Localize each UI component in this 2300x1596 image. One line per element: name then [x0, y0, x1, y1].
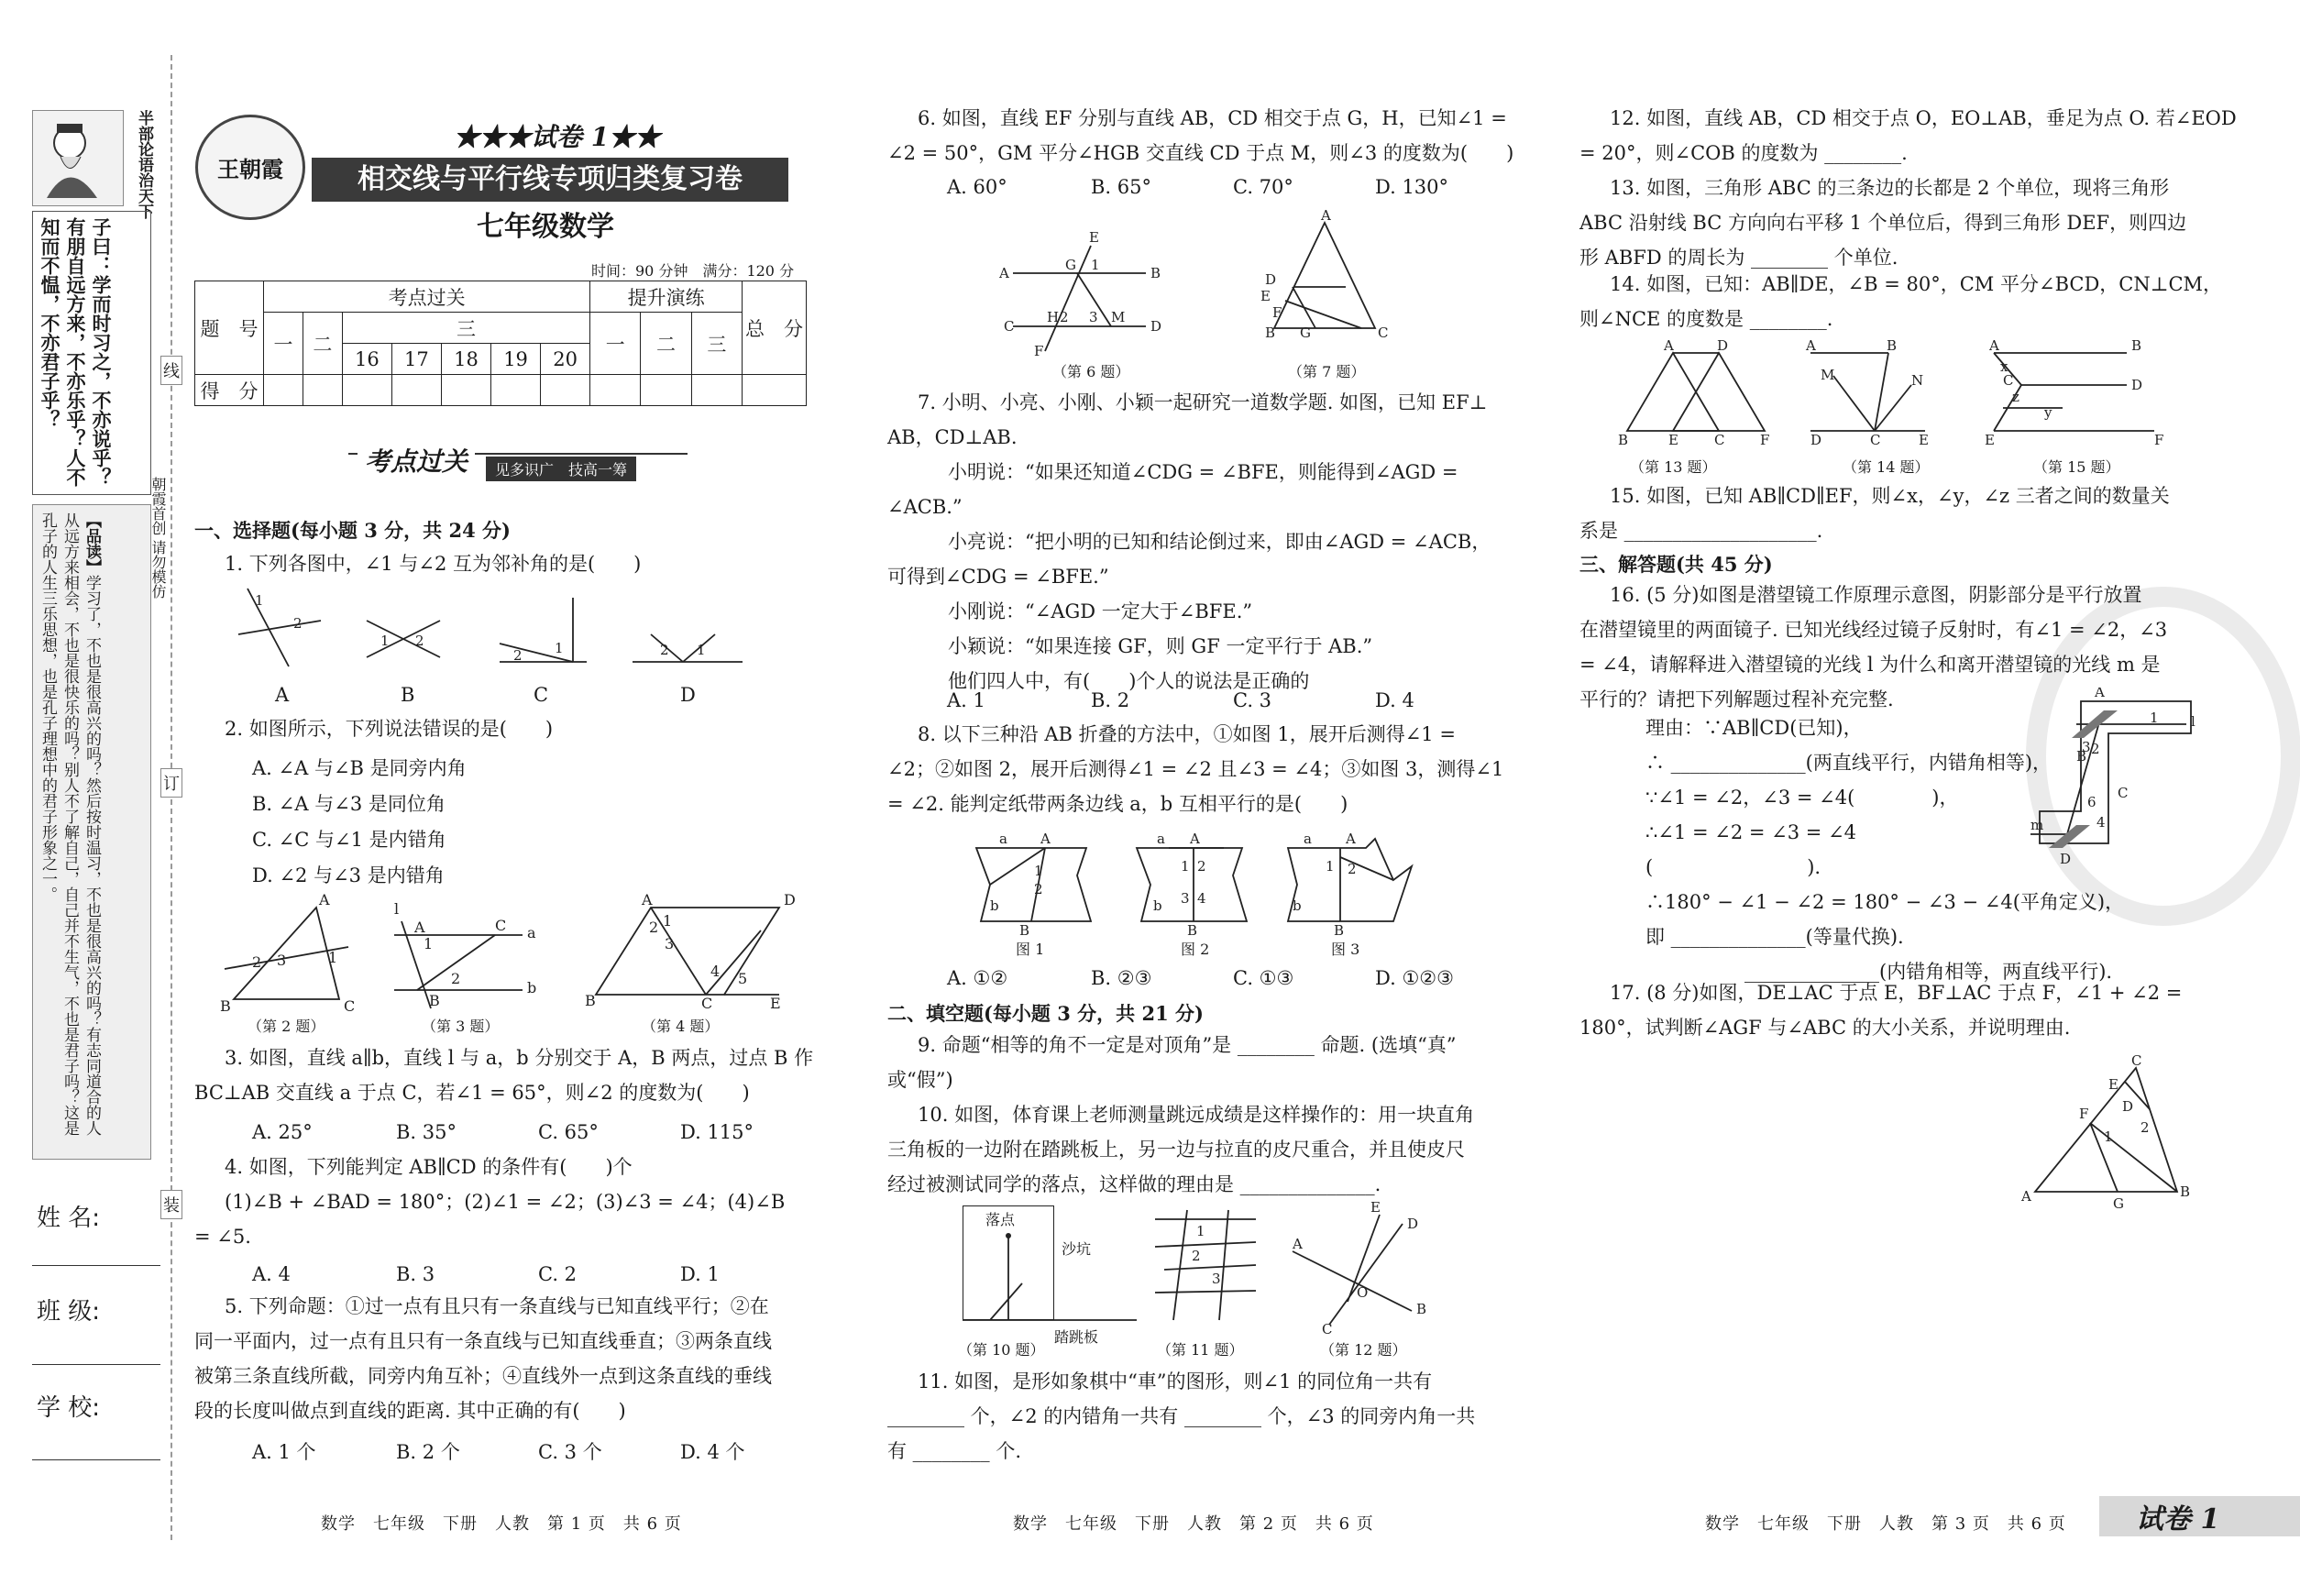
- svg-text:b: b: [990, 897, 999, 914]
- q1-label-d: D: [680, 684, 696, 706]
- svg-text:2: 2: [660, 642, 669, 658]
- svg-text:2: 2: [1348, 861, 1357, 877]
- score-cell[interactable]: [264, 375, 303, 406]
- svg-text:A: A: [1293, 1236, 1303, 1252]
- name-label: 姓 名:: [37, 1205, 101, 1232]
- figures-10-12: [953, 1192, 1448, 1338]
- svg-text:A: A: [1190, 831, 1200, 847]
- quote-box: [32, 211, 151, 495]
- q8-option-b: B. ②③: [1091, 967, 1152, 989]
- svg-text:O: O: [1357, 1284, 1369, 1301]
- svg-text:E: E: [770, 995, 781, 1012]
- score-cell[interactable]: [391, 375, 441, 406]
- score-cell[interactable]: [641, 375, 691, 406]
- svg-text:m: m: [2030, 817, 2044, 833]
- score-cell[interactable]: [691, 375, 742, 406]
- svg-text:D: D: [2122, 1098, 2134, 1115]
- svg-text:F: F: [1272, 304, 1282, 321]
- cut-mark-2: 订: [160, 768, 182, 798]
- svg-text:a: a: [1157, 831, 1165, 847]
- svg-text:2: 2: [1034, 881, 1043, 897]
- score-cell[interactable]: [743, 375, 807, 406]
- q8-option-a: A. ①②: [947, 967, 1008, 989]
- svg-text:C: C: [1322, 1321, 1333, 1337]
- svg-text:2: 2: [2091, 741, 2100, 757]
- q5-option-c: C. 3 个: [538, 1441, 602, 1463]
- fig-caption-12: （第 12 题）: [1320, 1341, 1407, 1359]
- fig-caption-8-3: 图 3: [1331, 941, 1360, 958]
- svg-text:2: 2: [415, 633, 424, 649]
- question-6: 6. 如图，直线 EF 分别与直线 AB，CD 相交于点 G，H，已知∠1 = ∠2 = 50°，GM 平分∠HGB 交直线 CD 于点 M，则∠3 的度数为( ): [887, 107, 1514, 164]
- svg-text:B: B: [1334, 922, 1345, 939]
- svg-text:A: A: [1346, 831, 1356, 847]
- svg-text:1: 1: [697, 642, 706, 658]
- time-info: 时间：90 分钟 满分：120 分: [591, 262, 795, 280]
- q6-option-b: B. 65°: [1091, 176, 1152, 198]
- score-cell[interactable]: [441, 375, 490, 406]
- svg-text:H: H: [1047, 309, 1060, 325]
- svg-text:C: C: [701, 995, 713, 1012]
- q2-option-b: B. ∠A 与∠3 是同位角: [252, 793, 446, 815]
- q4-option-a: A. 4: [252, 1263, 291, 1285]
- q2-option-c: C. ∠C 与∠1 是内错角: [252, 829, 446, 851]
- svg-text:A: A: [1664, 339, 1674, 354]
- svg-text:4: 4: [710, 963, 721, 980]
- fig-caption-7: （第 7 题）: [1288, 363, 1366, 380]
- q5-option-b: B. 2 个: [396, 1441, 460, 1463]
- logo-text: 王朝霞: [217, 156, 283, 182]
- svg-text:N: N: [1911, 372, 1924, 389]
- fig-caption-6: （第 6 题）: [1052, 363, 1130, 380]
- svg-text:2: 2: [1197, 858, 1206, 875]
- footer-page-2: 数学 七年级 下册 人教 第 2 页 共 6 页: [1013, 1514, 1374, 1534]
- school-field[interactable]: [32, 1459, 160, 1460]
- cut-mark-1: 线: [160, 356, 182, 385]
- svg-text:2: 2: [513, 647, 523, 664]
- svg-text:F: F: [2154, 432, 2163, 448]
- question-9: 9. 命题“相等的角不一定是对顶角”是 ________ 命题. (选填“真” 或“假”): [887, 1034, 1457, 1091]
- footer-tag-text: 试卷 1: [2136, 1503, 2220, 1535]
- sub-col: 19: [491, 344, 541, 375]
- svg-text:M: M: [1111, 309, 1126, 325]
- q1-label-b: B: [401, 684, 415, 706]
- svg-text:B: B: [2076, 748, 2087, 765]
- svg-text:3: 3: [665, 935, 675, 952]
- fig-caption-4: （第 4 题）: [642, 1018, 720, 1035]
- svg-text:1: 1: [1326, 858, 1335, 875]
- svg-text:1: 1: [1034, 863, 1043, 879]
- svg-text:D: D: [1810, 432, 1822, 448]
- q7-option-a: A. 1: [947, 689, 985, 711]
- svg-text:2: 2: [252, 953, 262, 971]
- q1-figures: [220, 579, 788, 680]
- q3-option-d: D. 115°: [680, 1121, 754, 1143]
- section-1-heading: 一、选择题(每小题 3 分，共 24 分): [194, 519, 511, 542]
- svg-text:A: A: [2021, 1188, 2031, 1205]
- question-12: 12. 如图，直线 AB，CD 相交于点 O，EO⊥AB，垂足为点 O. 若∠EOD = 20°，则∠COB 的度数为 ________.: [1579, 107, 2237, 164]
- svg-text:G: G: [2113, 1195, 2124, 1212]
- motto-badge: 半部论语治天下: [135, 110, 153, 219]
- svg-text:D: D: [1407, 1216, 1419, 1232]
- q7-option-b: B. 2: [1091, 689, 1130, 711]
- section-2-heading: 二、填空题(每小题 3 分，共 21 分): [887, 1002, 1204, 1025]
- question-8: 8. 以下三种沿 AB 折叠的方法中，①如图 1，展开后测得∠1 = ∠2；②如图 2，展开后测得∠1 = ∠2 且∠3 = ∠4；③如图 3，测得∠1 = ∠2. 能判定纸带两条边线 a，b 互相平行的是( ): [887, 723, 1504, 815]
- fig-caption-13: （第 13 题）: [1630, 458, 1717, 476]
- q4-option-c: C. 2: [538, 1263, 578, 1285]
- banner-slogan: 见多识广 技高一筹: [486, 457, 636, 481]
- svg-text:E: E: [2108, 1076, 2118, 1093]
- q6-option-a: A. 60°: [947, 176, 1007, 198]
- svg-text:2: 2: [2140, 1119, 2150, 1136]
- svg-text:x: x: [2000, 358, 2008, 375]
- svg-text:a: a: [999, 831, 1007, 847]
- score-cell[interactable]: [590, 375, 641, 406]
- q5-option-a: A. 1 个: [252, 1441, 316, 1463]
- exam-title: 相交线与平行线专项归类复习卷: [312, 158, 788, 202]
- svg-text:A: A: [2095, 688, 2105, 700]
- footer-tag: [2099, 1496, 2300, 1536]
- score-cell[interactable]: [303, 375, 342, 406]
- group-header-2: 提升演练: [590, 281, 743, 313]
- q7-option-c: C. 3: [1233, 689, 1272, 711]
- q7-option-d: D. 4: [1375, 689, 1414, 711]
- score-cell[interactable]: [342, 375, 391, 406]
- svg-text:M: M: [1821, 367, 1835, 383]
- row-label-num: 题 号: [195, 281, 264, 375]
- svg-text:B: B: [2180, 1183, 2191, 1200]
- svg-text:b: b: [527, 979, 537, 996]
- svg-text:A: A: [1040, 831, 1051, 847]
- svg-text:C: C: [344, 997, 356, 1013]
- fig10-sand-label: 沙坑: [1062, 1240, 1092, 1258]
- score-cell[interactable]: [491, 375, 541, 406]
- question-1: 1. 下列各图中，∠1 与∠2 互为邻补角的是( ): [225, 553, 642, 575]
- q1-label-a: A: [275, 684, 290, 706]
- svg-text:B: B: [1618, 432, 1629, 448]
- fig10-board-label: 踏跳板: [1054, 1328, 1099, 1346]
- svg-text:3: 3: [1181, 890, 1190, 907]
- pindu-box: [32, 504, 151, 1160]
- svg-text:F: F: [1760, 432, 1770, 448]
- question-4: 4. 如图，下列能判定 AB∥CD 的条件有( )个 (1)∠B + ∠BAD = 180°；(2)∠1 = ∠2；(3)∠3 = ∠4；(4)∠B = ∠5.: [194, 1156, 786, 1248]
- svg-text:A: A: [1806, 339, 1816, 354]
- col-1: 一: [264, 313, 303, 375]
- question-17: 17. (8 分)如图，DE⊥AC 于点 E，BF⊥AC 于点 F，∠1 + ∠2 = 180°，试判断∠AGF 与∠ABC 的大小关系，并说明理由.: [1579, 982, 2183, 1039]
- svg-text:C: C: [1378, 325, 1389, 341]
- svg-text:C: C: [495, 917, 507, 934]
- logo: [195, 115, 305, 220]
- q8-figures: [963, 830, 1439, 940]
- fig10-landing-label: 落点: [985, 1211, 1016, 1228]
- svg-text:D: D: [2060, 851, 2072, 867]
- total-header: 总 分: [743, 281, 807, 375]
- svg-text:1: 1: [1091, 257, 1100, 273]
- q8-option-d: D. ①②③: [1375, 967, 1454, 989]
- q4-option-d: D. 1: [680, 1263, 720, 1285]
- col-2: 二: [303, 313, 342, 375]
- fig-caption-8-1: 图 1: [1016, 941, 1045, 958]
- svg-text:2: 2: [451, 970, 461, 987]
- svg-text:E: E: [1985, 432, 1995, 448]
- score-table: [194, 281, 807, 406]
- svg-text:A: A: [1989, 339, 1999, 354]
- question-16: 16. (5 分)如图是潜望镜工作原理示意图，阴影部分是平行放置 在潜望镜里的两面镜子. 已知光线经过镜子反射时，有∠1 = ∠2，∠3 = ∠4，请解释进入潜望镜的光线 l 为什么和离开潜望镜的光线 m 是 平行的？请把下列解题过程补充完整.: [1579, 584, 2168, 710]
- svg-text:A: A: [319, 894, 330, 908]
- svg-text:2: 2: [1192, 1248, 1201, 1264]
- svg-text:C: C: [2003, 372, 2014, 389]
- svg-text:E: E: [1370, 1199, 1381, 1216]
- q3-option-b: B. 35°: [396, 1121, 457, 1143]
- svg-text:2: 2: [1060, 309, 1069, 325]
- sidebar: [28, 110, 151, 1164]
- svg-text:3: 3: [2082, 739, 2091, 755]
- sub-col: 17: [391, 344, 441, 375]
- q17-figure: [2017, 1054, 2200, 1219]
- svg-text:G: G: [1300, 325, 1311, 341]
- svg-text:B: B: [1265, 325, 1276, 341]
- col-g2-2: 二: [641, 313, 691, 375]
- svg-text:3: 3: [1089, 309, 1098, 325]
- cut-mark-3: 装: [160, 1190, 182, 1219]
- fig-caption-15: （第 15 题）: [2033, 458, 2120, 476]
- q4-option-b: B. 3: [396, 1263, 435, 1285]
- question-13: 13. 如图，三角形 ABC 的三条边的长都是 2 个单位，现将三角形 ABC 沿射线 BC 方向向右平移 1 个单位后，得到三角形 DEF，则四边 形 ABFD 的周长为 ________ 个单位.: [1579, 177, 2187, 269]
- question-2: 2. 如图所示，下列说法错误的是( ): [225, 718, 554, 740]
- svg-text:C: C: [2118, 785, 2129, 801]
- svg-text:z: z: [2012, 389, 2019, 405]
- svg-text:a: a: [1304, 831, 1312, 847]
- q6-option-d: D. 130°: [1375, 176, 1449, 198]
- exam-subtitle: 七年级数学: [477, 211, 614, 243]
- svg-text:1: 1: [2104, 1128, 2113, 1145]
- svg-text:b: b: [1293, 897, 1302, 914]
- svg-text:E: E: [1919, 432, 1929, 448]
- svg-text:D: D: [1717, 339, 1729, 354]
- fig-caption-3: （第 3 题）: [422, 1018, 500, 1035]
- svg-text:C: C: [2131, 1054, 2142, 1069]
- section-3-heading: 三、解答题(共 45 分): [1579, 553, 1773, 576]
- figures-2-4: [211, 894, 807, 1013]
- banner-title: 考点过关: [358, 442, 475, 479]
- score-cell[interactable]: [541, 375, 590, 406]
- svg-text:E: E: [1089, 229, 1099, 246]
- sub-col: 20: [541, 344, 590, 375]
- svg-text:B: B: [1019, 922, 1030, 939]
- svg-text:1: 1: [380, 633, 390, 649]
- svg-text:C: C: [1870, 432, 1881, 448]
- group-header-1: 考点过关: [264, 281, 590, 313]
- q2-option-d: D. ∠2 与∠3 是内错角: [252, 864, 445, 886]
- svg-text:1: 1: [2150, 710, 2159, 726]
- col-3: 三: [342, 313, 589, 344]
- svg-text:1: 1: [255, 592, 264, 609]
- svg-text:l: l: [2191, 713, 2195, 730]
- svg-text:6: 6: [2087, 794, 2096, 810]
- figures-6-7: [999, 209, 1439, 365]
- fig-caption-14: （第 14 题）: [1843, 458, 1930, 476]
- question-14: 14. 如图，已知：AB∥DE，∠B = 80°，CM 平分∠BCD，CN⊥CM， 则∠NCE 的度数是 ________.: [1579, 273, 2223, 330]
- footer-page-1: 数学 七年级 下册 人教 第 1 页 共 6 页: [321, 1514, 682, 1534]
- svg-text:B: B: [220, 997, 231, 1013]
- svg-text:D: D: [2131, 377, 2143, 393]
- svg-text:C: C: [1714, 432, 1725, 448]
- cut-line: [171, 55, 172, 1540]
- name-field[interactable]: [32, 1265, 160, 1266]
- svg-text:B: B: [585, 992, 596, 1009]
- row-label-score: 得 分: [195, 375, 264, 406]
- q3-option-c: C. 65°: [538, 1121, 599, 1143]
- svg-text:5: 5: [738, 970, 748, 987]
- svg-text:B: B: [1150, 265, 1161, 281]
- svg-text:E: E: [1260, 288, 1271, 304]
- svg-text:b: b: [1153, 897, 1162, 914]
- svg-text:l: l: [394, 900, 400, 918]
- confucius-quote: 子曰：学而时习之，不亦说乎？有朋自远方来，不亦乐乎？人不知而不愠，不亦君子乎？: [39, 217, 113, 487]
- side-note: 朝霞首创 请勿模仿: [149, 477, 167, 600]
- class-field[interactable]: [32, 1364, 160, 1365]
- svg-text:C: C: [1004, 318, 1015, 335]
- svg-text:y: y: [2044, 404, 2052, 421]
- periscope-figure: [2021, 688, 2195, 880]
- svg-text:F: F: [1034, 343, 1044, 359]
- fig-caption-10: （第 10 题）: [958, 1341, 1045, 1359]
- svg-text:1: 1: [1196, 1223, 1205, 1239]
- svg-text:D: D: [1150, 318, 1162, 335]
- question-7: 7. 小明、小亮、小刚、小颖一起研究一道数学题. 如图，已知 EF⊥ AB，CD⊥AB. 小明说：“如果还知道∠CDG = ∠BFE，则能得到∠AGD = ∠ACB.” 小亮说：“把小明的已知和结论倒过来，即由∠AGD = ∠ACB， 可得到∠CDG = ∠BFE.” 小刚说：“∠AGD 一定大于∠BFE.” 小颖说：“如果连接 GF，则 GF 一定平行于 AB.” 他们四人中，有( )个人的说法是正确的: [887, 391, 1491, 692]
- svg-text:1: 1: [424, 935, 434, 952]
- figures-13-15: [1613, 339, 2163, 458]
- svg-text:D: D: [1265, 271, 1277, 288]
- footer-page-3: 数学 七年级 下册 人教 第 3 页 共 6 页: [1705, 1514, 2066, 1534]
- svg-text:B: B: [2131, 339, 2142, 354]
- svg-text:1: 1: [1181, 858, 1190, 875]
- svg-text:A: A: [1321, 209, 1331, 224]
- q1-label-c: C: [534, 684, 549, 706]
- question-15: 15. 如图，已知 AB∥CD∥EF，则∠x，∠y，∠z 三者之间的数量关 系是 ____________________.: [1579, 485, 2170, 542]
- sub-col: 16: [342, 344, 391, 375]
- svg-text:4: 4: [1197, 890, 1206, 907]
- svg-text:2: 2: [649, 919, 659, 936]
- question-11: 11. 如图，是形如象棋中“車”的图形，则∠1 的同位角一共有 ________ 个，∠2 的内错角一共有 ________ 个，∠3 的同旁内角一共 有 ________ 个.: [887, 1370, 1476, 1462]
- svg-text:B: B: [1416, 1301, 1427, 1317]
- fig-caption-8-2: 图 2: [1181, 941, 1210, 958]
- svg-text:A: A: [414, 919, 425, 936]
- svg-text:B: B: [1887, 339, 1898, 354]
- question-5: 5. 下列命题：①过一点有且只有一条直线与已知直线平行；②在 同一平面内，过一点有且只有一条直线与已知直线垂直；③两条直线 被第三条直线所截，同旁内角互补；④直线外一点到这条直线的垂线 段的长度叫做点到直线的距离. 其中正确的有( ): [194, 1295, 772, 1422]
- svg-text:1: 1: [555, 640, 564, 656]
- svg-text:1: 1: [663, 912, 673, 930]
- q5-option-d: D. 4 个: [680, 1441, 745, 1463]
- q16-proof: 理由：∵AB∥CD(已知)， ∴ ______________(两直线平行，内错角相等)， ∵∠1 = ∠2，∠3 = ∠4( )， ∴∠1 = ∠2 = ∠3 = ∠4 ( ). ∴180° − ∠1 − ∠2 = 180° − ∠3 − ∠4(平角定义)， 即 ______________(等量代换). ______________(内错角相等，两直线平行).: [1645, 717, 2125, 983]
- svg-text:1: 1: [328, 949, 338, 966]
- class-label: 班 级:: [37, 1298, 101, 1326]
- question-10: 10. 如图，体育课上老师测量跳远成绩是这样操作的：用一块直角 三角板的一边附在踏跳板上，另一边与拉直的皮尺重合，并且使皮尺 经过被测试同学的落点，这样做的理由是 ______________.: [887, 1104, 1475, 1195]
- confucius-portrait: [32, 110, 124, 206]
- school-label: 学 校:: [37, 1394, 101, 1422]
- svg-text:G: G: [1065, 257, 1076, 273]
- svg-text:a: a: [527, 924, 536, 941]
- svg-text:A: A: [999, 265, 1009, 281]
- col-g2-1: 一: [590, 313, 641, 375]
- paper-number: ★★★试卷 1★★: [454, 122, 661, 152]
- svg-text:2: 2: [293, 615, 303, 632]
- svg-text:3: 3: [1212, 1271, 1221, 1287]
- svg-text:3: 3: [277, 952, 287, 969]
- fig-caption-2: （第 2 题）: [248, 1018, 325, 1035]
- col-g2-3: 三: [691, 313, 742, 375]
- sub-col: 18: [441, 344, 490, 375]
- svg-text:E: E: [1668, 432, 1678, 448]
- svg-text:4: 4: [2096, 814, 2106, 831]
- q3-option-a: A. 25°: [252, 1121, 313, 1143]
- pindu-text: 【品读】学习了，不也是很高兴的吗？然后按时温习，不也是很高兴的吗？有志同道合的人从远方来相会，不也是很快乐的吗？别人不了解自己，自己并不生气，不也是君子吗？这是孔子的人生三乐思想，也是孔子理想中的君子形象之一。: [39, 512, 101, 1136]
- svg-text:F: F: [2079, 1106, 2089, 1122]
- q8-option-c: C. ①③: [1233, 967, 1294, 989]
- question-3: 3. 如图，直线 a∥b，直线 l 与 a，b 分别交于 A，B 两点，过点 B 作 BC⊥AB 交直线 a 于点 C，若∠1 = 65°，则∠2 的度数为( ): [194, 1047, 814, 1104]
- q2-option-a: A. ∠A 与∠B 是同旁内角: [252, 757, 467, 779]
- q6-option-c: C. 70°: [1233, 176, 1293, 198]
- svg-text:B: B: [429, 992, 440, 1009]
- svg-text:A: A: [642, 894, 653, 908]
- section-banner: [348, 440, 688, 477]
- fig-caption-11: （第 11 题）: [1157, 1341, 1244, 1359]
- svg-text:D: D: [784, 894, 796, 908]
- svg-text:B: B: [1187, 922, 1198, 939]
